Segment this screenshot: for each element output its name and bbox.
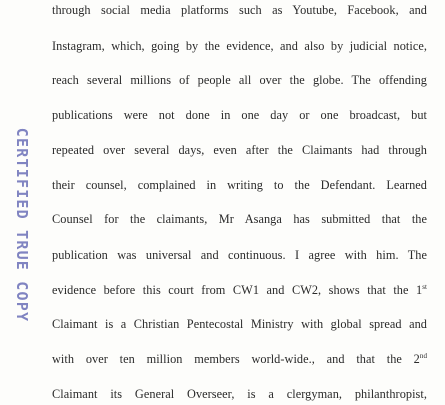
stamp-text: CERTIFIED TRUE COPY bbox=[13, 127, 31, 323]
text-line: Claimant its General Overseer, is a clergyman, philanthropist, bbox=[52, 387, 427, 401]
ordinal-superscript: nd bbox=[419, 352, 427, 360]
text-line: publication was universal and continuous. I agree with him. The bbox=[52, 248, 427, 262]
text-line: evidence before this court from CW1 and CW2, shows that the 1st bbox=[52, 283, 427, 297]
text-line: Instagram, which, going by the evidence, and also by judicial notice, bbox=[52, 39, 427, 53]
text-line: their counsel, complained in writing to the Defendant. Learned bbox=[52, 178, 427, 192]
text-line: publications were not done in one day or one broadcast, but bbox=[52, 108, 427, 122]
ordinal-superscript: st bbox=[422, 283, 427, 291]
text-line: Claimant is a Christian Pentecostal Ministry with global spread and bbox=[52, 317, 427, 331]
certified-true-copy-stamp bbox=[12, 127, 32, 323]
text-line: Counsel for the claimants, Mr Asanga has submitted that the bbox=[52, 212, 427, 226]
text-line: reach several millions of people all over the globe. The offending bbox=[52, 73, 427, 87]
text-line: repeated over several days, even after the Claimants had through bbox=[52, 143, 427, 157]
text-line: through social media platforms such as Youtube, Facebook, and bbox=[52, 3, 427, 17]
text-line: with over ten million members world-wide., and that the 2nd bbox=[52, 352, 427, 366]
